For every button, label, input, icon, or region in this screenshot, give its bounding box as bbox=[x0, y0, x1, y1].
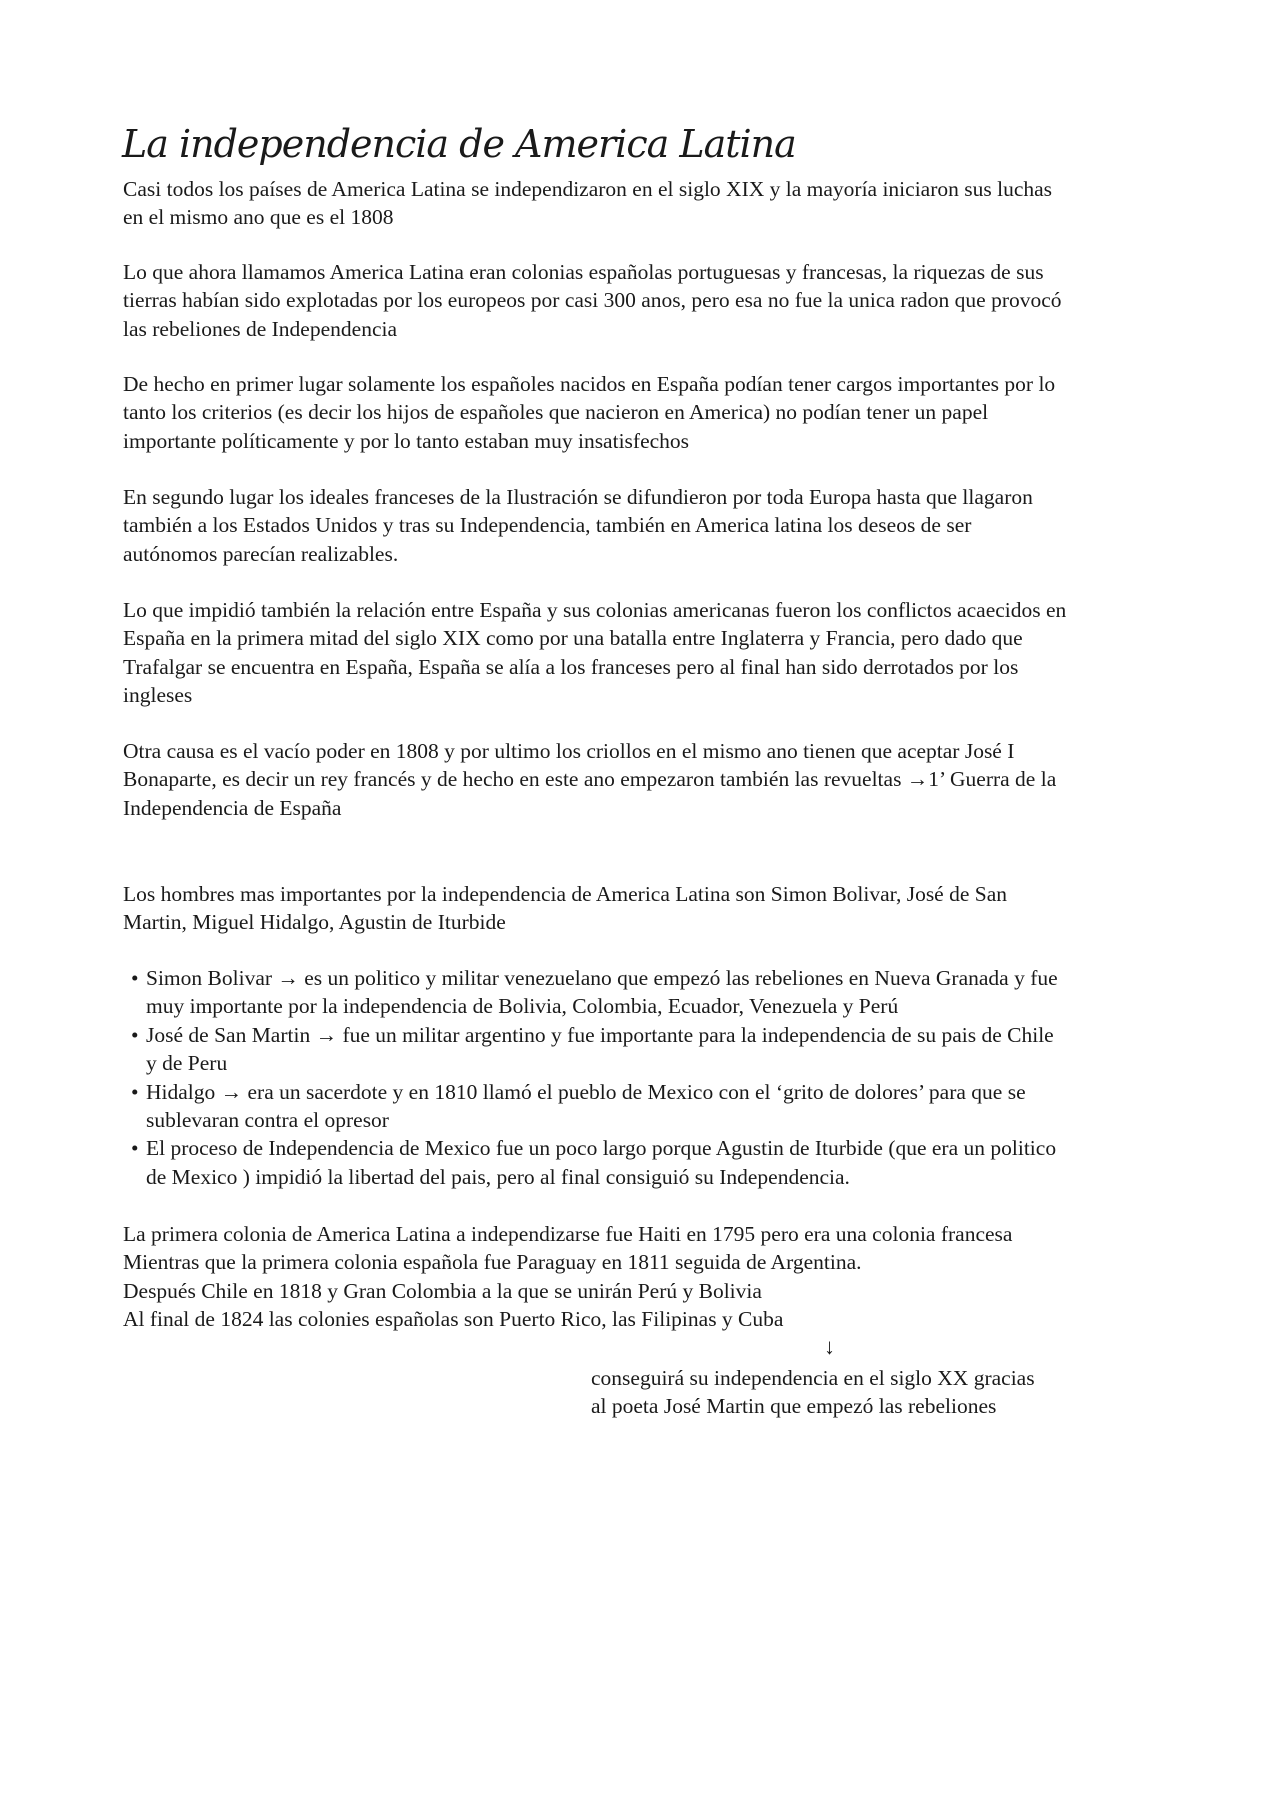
text-line: tanto los criterios (es decir los hijos de españoles que nacieron en America) no podían tener un papel bbox=[123, 400, 989, 425]
paragraph-criollos bbox=[123, 370, 1055, 455]
bullet-icon: • bbox=[131, 1022, 139, 1047]
text-line: Casi todos los países de America Latina se independizaron en el siglo XIX y la mayoría iniciaron sus luchas bbox=[123, 177, 1053, 201]
text-line: al poeta José Martin que empezó las rebeliones bbox=[591, 1394, 997, 1419]
text-line: Después Chile en 1818 y Gran Colombia a la que se unirán Perú y Bolivia bbox=[123, 1278, 762, 1303]
text-line: sublevaran contra el opresor bbox=[146, 1107, 389, 1132]
bullet-item-san-martin bbox=[123, 1021, 1058, 1078]
paragraph-hombres bbox=[123, 880, 1007, 937]
text-line: El proceso de Independencia de Mexico fue un poco largo porque Agustin de Iturbide (que era un politico bbox=[146, 1136, 1057, 1161]
page-title: La independencia de America Latina bbox=[122, 122, 796, 166]
bullet-list bbox=[123, 964, 1058, 1191]
text-line: de Mexico ) impidió la libertad del pais, pero al final consiguió su Independencia. bbox=[146, 1164, 850, 1189]
text-line: Mientras que la primera colonia española fue Paraguay en 1811 seguida de Argentina. bbox=[123, 1250, 862, 1275]
paragraph-intro bbox=[123, 175, 1052, 232]
bullet-item-mexico bbox=[123, 1134, 1058, 1191]
bullet-icon: • bbox=[131, 966, 139, 990]
bullet-icon: • bbox=[131, 1079, 139, 1104]
text-line: también a los Estados Unidos y tras su Independencia, también en America latina los deseos de ser bbox=[123, 513, 972, 538]
bullet-item-bolivar bbox=[123, 964, 1058, 1021]
paragraph-otra-causa bbox=[123, 737, 1056, 822]
text-line: Los hombres mas importantes por la independencia de America Latina son Simon Bolivar, José de San bbox=[123, 882, 1008, 906]
text-line: y de Peru bbox=[146, 1051, 228, 1076]
note-cuba bbox=[591, 1364, 1035, 1421]
text-line: Simon Bolivar → es un politico y militar venezuelano que empezó las rebeliones en Nueva Granada y fue bbox=[146, 966, 1058, 990]
text-line: Independencia de España bbox=[123, 795, 342, 820]
text-line: En segundo lugar los ideales franceses de la Ilustración se difundieron por toda Europa hasta que llagaron bbox=[123, 485, 1033, 509]
text-line: autónomos parecían realizables. bbox=[123, 541, 399, 566]
text-line: José de San Martin → fue un militar argentino y fue importante para la independencia de su pais de Chile bbox=[146, 1022, 1054, 1047]
text-line: las rebeliones de Independencia bbox=[123, 316, 397, 341]
text-line: muy importante por la independencia de Bolivia, Colombia, Ecuador, Venezuela y Perú bbox=[146, 994, 899, 1019]
text-line: ingleses bbox=[123, 683, 193, 708]
text-line: España en la primera mitad del siglo XIX como por una batalla entre Inglaterra y Francia, pero dado que bbox=[123, 626, 1023, 651]
text-line: Martin, Miguel Hidalgo, Agustin de Iturbide bbox=[123, 910, 506, 935]
paragraph-colonies bbox=[123, 258, 1062, 343]
paragraph-conflictos bbox=[123, 596, 1066, 710]
text-line: Otra causa es el vacío poder en 1808 y por ultimo los criollos en el mismo ano tienen que aceptar José I bbox=[123, 739, 1015, 763]
text-line: La primera colonia de America Latina a independizarse fue Haiti en 1795 pero era una colonia francesa bbox=[123, 1222, 1013, 1246]
text-line: Lo que ahora llamamos America Latina eran colonias españolas portuguesas y francesas, la riquezas de sus bbox=[123, 260, 1044, 284]
text-line: Trafalgar se encuentra en España, España se alía a los franceses pero al final han sido derrotados por los bbox=[123, 654, 1019, 679]
paragraph-first-colonies bbox=[123, 1220, 1012, 1334]
text-line: Al final de 1824 las colonies españolas son Puerto Rico, las Filipinas y Cuba bbox=[123, 1307, 784, 1332]
text-line: Lo que impidió también la relación entre España y sus colonias americanas fueron los conflictos acaecidos en bbox=[123, 598, 1067, 622]
bullet-item-hidalgo bbox=[123, 1078, 1058, 1135]
paragraph-ilustracion bbox=[123, 483, 1033, 568]
text-line: Bonaparte, es decir un rey francés y de hecho en este ano empezaron también las revueltas →1’ Guerra de la bbox=[123, 767, 1057, 792]
text-line: en el mismo ano que es el 1808 bbox=[123, 205, 394, 230]
bullet-icon: • bbox=[131, 1136, 139, 1161]
text-line: De hecho en primer lugar solamente los españoles nacidos en España podían tener cargos importantes por lo bbox=[123, 372, 1056, 396]
text-line: Hidalgo → era un sacerdote y en 1810 llamó el pueblo de Mexico con el ‘grito de dolores’ para que se bbox=[146, 1079, 1026, 1104]
text-line: conseguirá su independencia en el siglo XX gracias bbox=[591, 1366, 1035, 1390]
arrow-down-icon: ↓ bbox=[824, 1334, 835, 1359]
text-line: tierras habían sido explotadas por los europeos por casi 300 anos, pero esa no fue la unica radon que provocó bbox=[123, 288, 1062, 313]
text-line: importante políticamente y por lo tanto estaban muy insatisfechos bbox=[123, 428, 690, 453]
